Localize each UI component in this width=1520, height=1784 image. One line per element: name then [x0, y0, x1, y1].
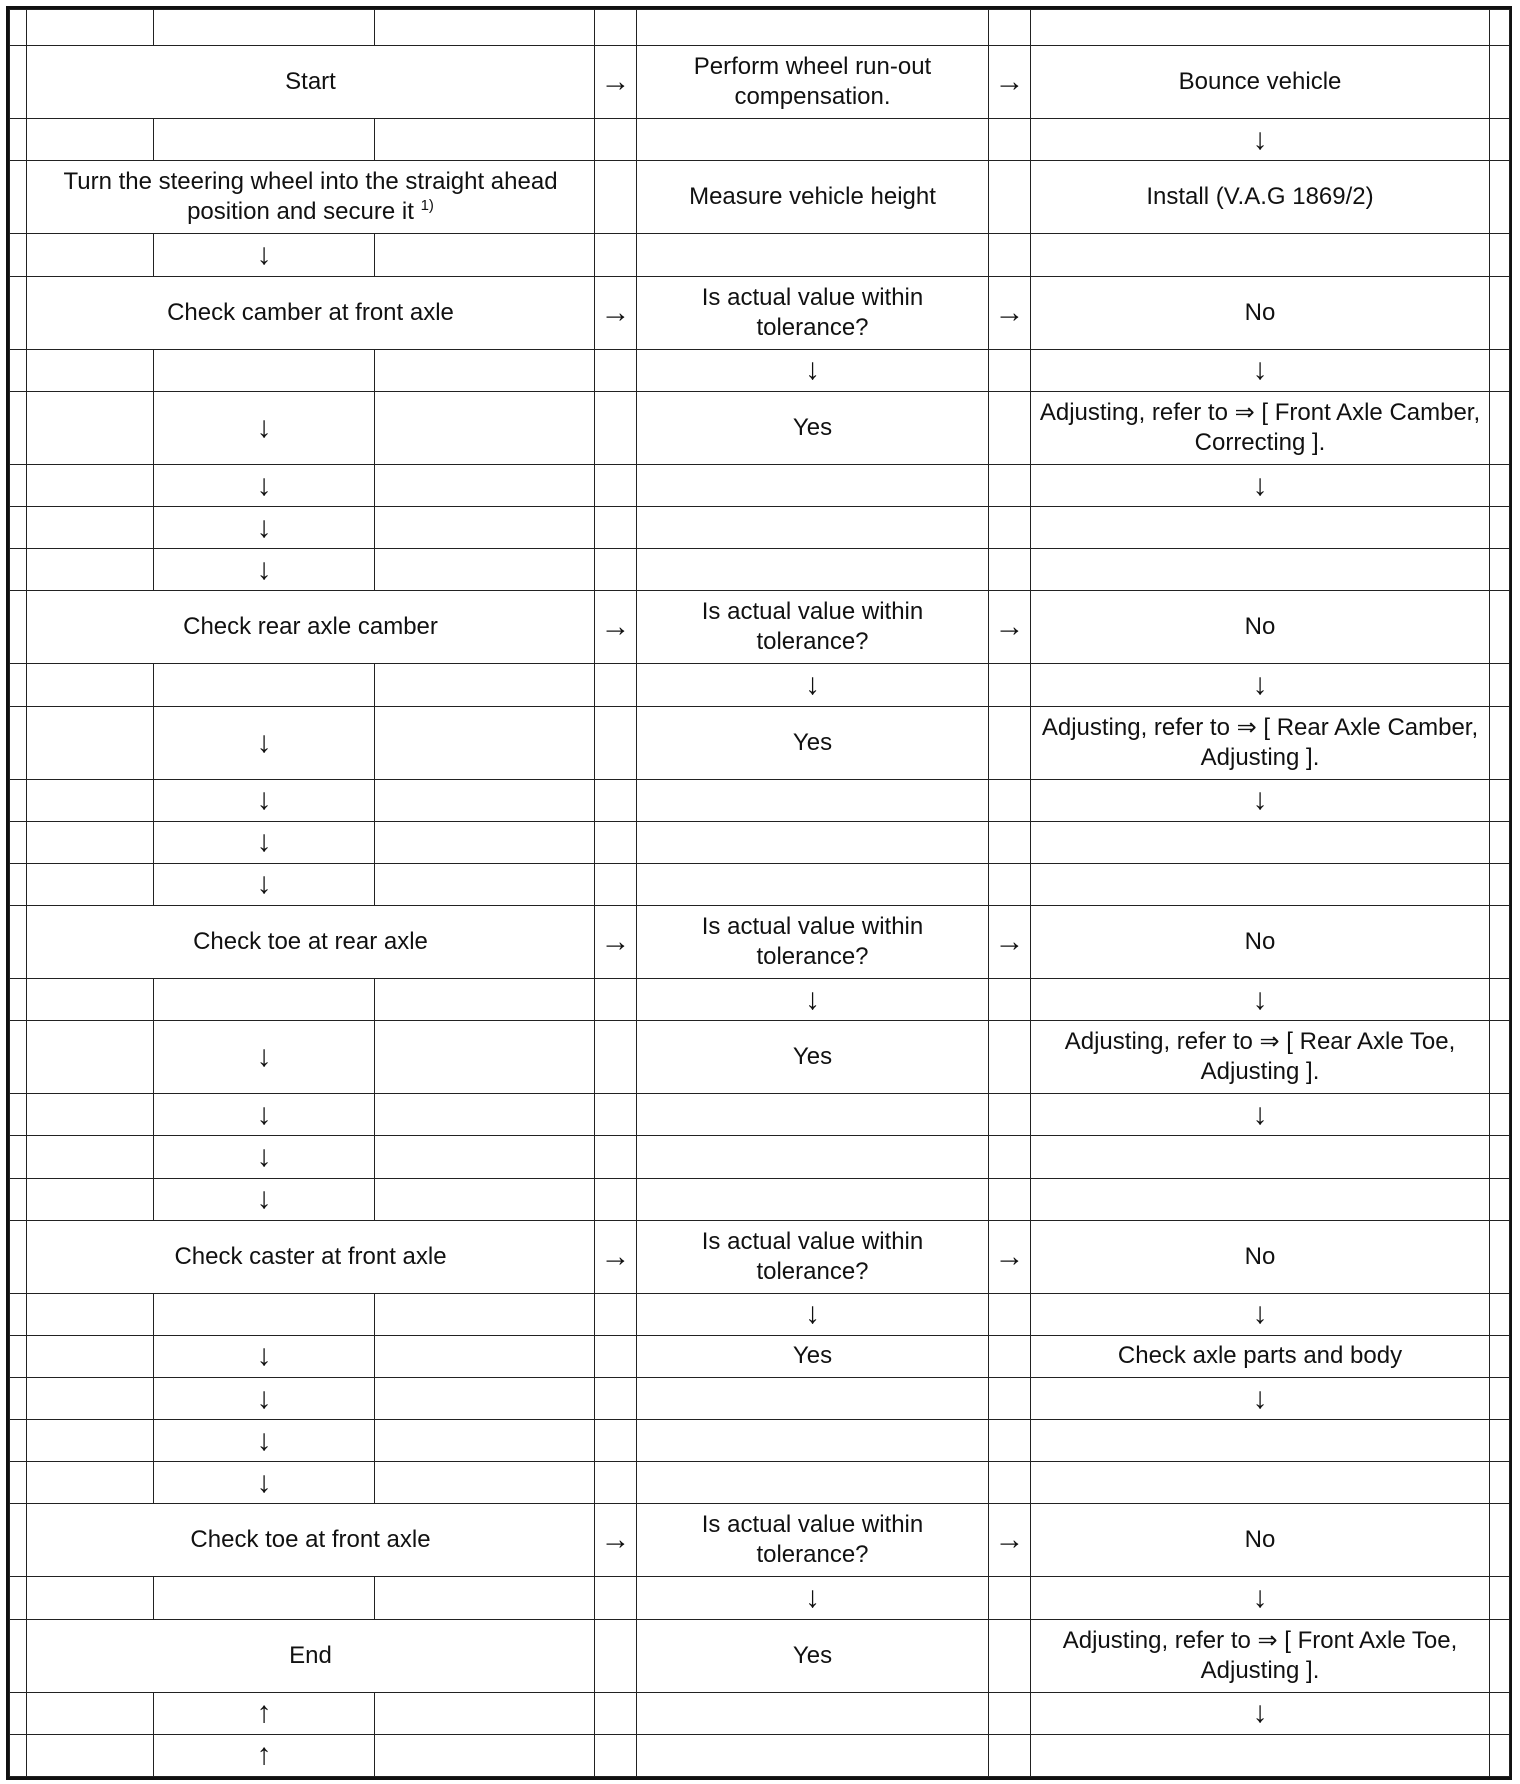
no-node: No	[1031, 1504, 1490, 1577]
check-rear-camber-node: Check rear axle camber	[27, 591, 595, 664]
no-node: No	[1031, 1220, 1490, 1293]
right-arrow: →	[989, 46, 1031, 119]
table-row	[10, 46, 1510, 119]
down-arrow: ↓	[637, 1577, 989, 1619]
down-arrow: ↓	[637, 664, 989, 706]
runout-compensation-node: Perform wheel run-out compensation.	[637, 46, 989, 119]
table-row	[10, 779, 1510, 821]
table-row	[10, 821, 1510, 863]
flowchart-frame	[6, 6, 1512, 1780]
steering-node	[27, 161, 595, 234]
yes-node: Yes	[637, 391, 989, 464]
adjust-front-camber-node: Adjusting, refer to ⇒ [ Front Axle Camber, Correcting ].	[1031, 391, 1490, 464]
down-arrow: ↓	[637, 1293, 989, 1335]
no-node: No	[1031, 276, 1490, 349]
table-row	[10, 1377, 1510, 1419]
down-arrow: ↓	[154, 464, 375, 506]
table-row	[10, 549, 1510, 591]
adjust-rear-camber-node: Adjusting, refer to ⇒ [ Rear Axle Camber, Adjusting ].	[1031, 706, 1490, 779]
down-arrow: ↓	[1031, 1577, 1490, 1619]
no-node: No	[1031, 591, 1490, 664]
right-arrow: →	[989, 905, 1031, 978]
table-row	[10, 507, 1510, 549]
table-row	[10, 1462, 1510, 1504]
right-arrow: →	[989, 1504, 1031, 1577]
down-arrow: ↓	[154, 706, 375, 779]
yes-node: Yes	[637, 1335, 989, 1377]
table-row	[10, 1577, 1510, 1619]
down-arrow: ↓	[1031, 1692, 1490, 1734]
tolerance-question-node: Is actual value within tolerance?	[637, 1504, 989, 1577]
down-arrow: ↓	[154, 1377, 375, 1419]
tolerance-question-node: Is actual value within tolerance?	[637, 905, 989, 978]
table-row	[10, 1220, 1510, 1293]
bounce-vehicle-node: Bounce vehicle	[1031, 46, 1490, 119]
start-node: Start	[27, 46, 595, 119]
yes-node: Yes	[637, 706, 989, 779]
down-arrow: ↓	[1031, 779, 1490, 821]
table-row	[10, 234, 1510, 276]
right-arrow: →	[595, 905, 637, 978]
check-front-camber-node: Check camber at front axle	[27, 276, 595, 349]
check-caster-node: Check caster at front axle	[27, 1220, 595, 1293]
down-arrow: ↓	[154, 1094, 375, 1136]
down-arrow: ↓	[154, 1462, 375, 1504]
install-tool-node: Install (V.A.G 1869/2)	[1031, 161, 1490, 234]
down-arrow: ↓	[154, 779, 375, 821]
table-row	[10, 119, 1510, 161]
adjust-front-toe-node: Adjusting, refer to ⇒ [ Front Axle Toe, Adjusting ].	[1031, 1619, 1490, 1692]
steering-text: Turn the steering wheel into the straight ahead position and secure it	[63, 168, 558, 226]
table-row	[10, 1692, 1510, 1734]
down-arrow: ↓	[1031, 979, 1490, 1021]
tolerance-question-node: Is actual value within tolerance?	[637, 1220, 989, 1293]
down-arrow: ↓	[154, 391, 375, 464]
check-rear-toe-node: Check toe at rear axle	[27, 905, 595, 978]
table-row	[10, 10, 1510, 46]
alignment-flowchart	[9, 9, 1510, 1777]
down-arrow: ↓	[154, 1420, 375, 1462]
right-arrow: →	[595, 276, 637, 349]
table-row	[10, 464, 1510, 506]
table-row	[10, 863, 1510, 905]
down-arrow: ↓	[1031, 664, 1490, 706]
down-arrow: ↓	[154, 1335, 375, 1377]
down-arrow: ↓	[154, 549, 375, 591]
table-row	[10, 1504, 1510, 1577]
down-arrow: ↓	[154, 863, 375, 905]
table-row	[10, 1293, 1510, 1335]
down-arrow: ↓	[154, 1178, 375, 1220]
table-row	[10, 1136, 1510, 1178]
yes-node: Yes	[637, 1021, 989, 1094]
right-arrow: →	[989, 591, 1031, 664]
table-row	[10, 276, 1510, 349]
check-axle-parts-node: Check axle parts and body	[1031, 1335, 1490, 1377]
down-arrow: ↓	[1031, 1377, 1490, 1419]
table-row	[10, 664, 1510, 706]
right-arrow: →	[595, 591, 637, 664]
right-arrow: →	[595, 1504, 637, 1577]
table-row	[10, 1021, 1510, 1094]
down-arrow: ↓	[637, 979, 989, 1021]
right-arrow: →	[989, 1220, 1031, 1293]
down-arrow: ↓	[637, 349, 989, 391]
table-row	[10, 706, 1510, 779]
table-row	[10, 905, 1510, 978]
table-row	[10, 161, 1510, 234]
table-row	[10, 1619, 1510, 1692]
table-row	[10, 391, 1510, 464]
measure-height-node: Measure vehicle height	[637, 161, 989, 234]
down-arrow: ↓	[154, 1136, 375, 1178]
up-arrow: ↑	[154, 1692, 375, 1734]
no-node: No	[1031, 905, 1490, 978]
down-arrow: ↓	[1031, 349, 1490, 391]
footnote-marker: 1)	[420, 197, 434, 215]
adjust-rear-toe-node: Adjusting, refer to ⇒ [ Rear Axle Toe, Adjusting ].	[1031, 1021, 1490, 1094]
up-arrow: ↑	[154, 1734, 375, 1776]
end-node: End	[27, 1619, 595, 1692]
table-row	[10, 1420, 1510, 1462]
down-arrow: ↓	[154, 821, 375, 863]
check-front-toe-node: Check toe at front axle	[27, 1504, 595, 1577]
right-arrow: →	[595, 1220, 637, 1293]
yes-node: Yes	[637, 1619, 989, 1692]
right-arrow: →	[595, 46, 637, 119]
down-arrow: ↓	[1031, 1094, 1490, 1136]
down-arrow: ↓	[154, 234, 375, 276]
table-row	[10, 1734, 1510, 1776]
table-row	[10, 1094, 1510, 1136]
down-arrow: ↓	[154, 507, 375, 549]
down-arrow: ↓	[154, 1021, 375, 1094]
down-arrow: ↓	[1031, 119, 1490, 161]
tolerance-question-node: Is actual value within tolerance?	[637, 591, 989, 664]
right-arrow: →	[989, 276, 1031, 349]
table-row	[10, 349, 1510, 391]
table-row	[10, 979, 1510, 1021]
down-arrow: ↓	[1031, 464, 1490, 506]
down-arrow: ↓	[1031, 1293, 1490, 1335]
table-row	[10, 591, 1510, 664]
table-row	[10, 1335, 1510, 1377]
tolerance-question-node: Is actual value within tolerance?	[637, 276, 989, 349]
table-row	[10, 1178, 1510, 1220]
